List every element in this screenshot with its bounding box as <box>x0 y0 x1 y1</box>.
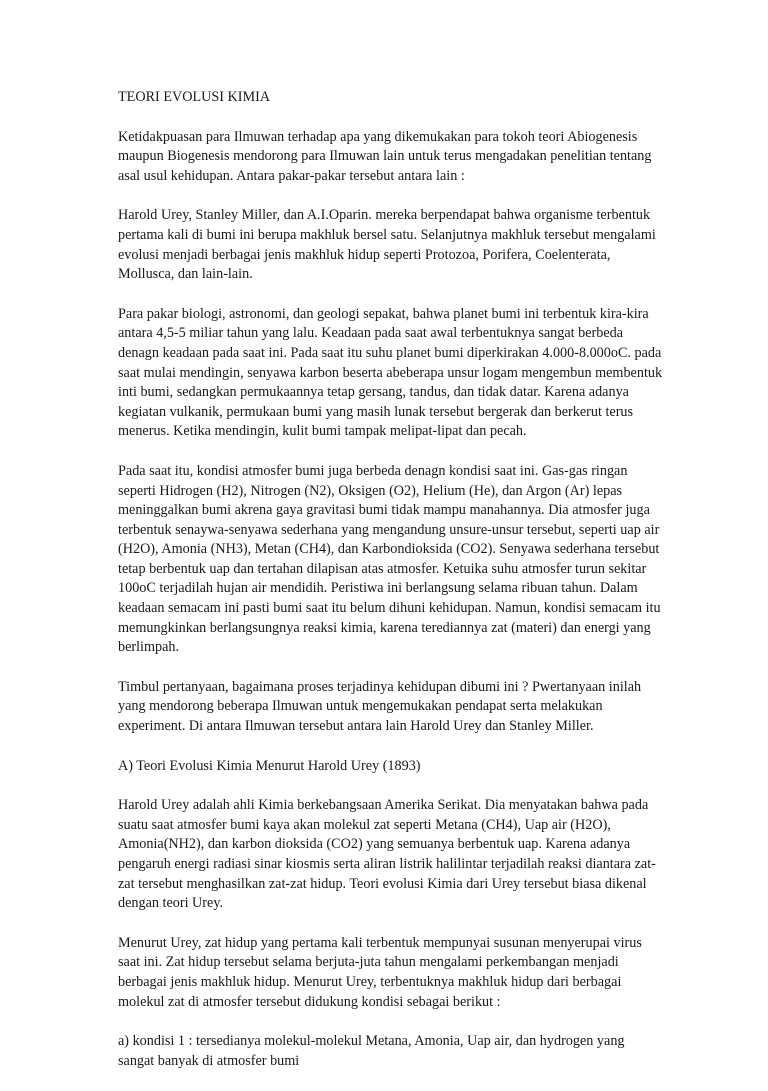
paragraph: Para pakar biologi, astronomi, dan geologi sepakat, bahwa planet bumi ini terbentuk kira-kira antara 4,5-5 miliar tahun yang lalu. Keadaan pada saat awal terbentuknya sangat berbeda denagn keadaan pada saat ini. Pada saat itu suhu planet bumi diperkirakan 4.000-8.000oC. pada saat mulai mendingin, senyawa karbon beserta abeberapa unsur logam mengembun membentuk inti bumi, sedangkan permukaannya tetap gersang, tandus, dan tidak datar. Karena adanya kegiatan vulkanik, permukaan bumi yang masih lunak tersebut bergerak dan berkerut terus menerus. Ketika mendingin, kulit bumi tampak melipat-lipat dan pecah. <box>118 305 663 440</box>
section-paragraph: Harold Urey adalah ahli Kimia berkebangsaan Amerika Serikat. Dia menyatakan bahwa pada suatu saat atmosfer bumi kaya akan molekul zat seperti Metana (CH4), Uap air (H2O), Amonia(NH2), dan karbon dioksida (CO2) yang semuanya berbentuk uap. Karena adanya pengaruh energi radiasi sinar kiosmis serta aliran listrik halilintar terjadilah reaksi diantara zat-zat tersebut menghasilkan zat-zat hidup. Teori evolusi Kimia dari Urey tersebut biasa dikenal dengan teori Urey. <box>118 797 656 912</box>
paragraph: Ketidakpuasan para Ilmuwan terhadap apa yang dikemukakan para tokoh teori Abiogenesis maupun Biogenesis mendorong para Ilmuwan lain untuk terus mengadakan penelitian tentang asal usul kehidupan. Antara pakar-pakar tersebut antara lain : <box>118 128 652 184</box>
document-title: TEORI EVOLUSI KIMIA <box>118 89 271 105</box>
paragraph: Harold Urey, Stanley Miller, dan A.I.Oparin. mereka berpendapat bahwa organisme terbentuk pertama kali di bumi ini berupa makhluk bersel satu. Selanjutnya makhluk tersebut mengalami evolusi menjadi berbagai jenis makhluk hidup seperti Protozoa, Porifera, Coelenterata, Mollusca, dan lain-lain. <box>118 207 656 283</box>
section-paragraph: a) kondisi 1 : tersedianya molekul-molekul Metana, Amonia, Uap air, dan hydrogen yang sangat banyak di atmosfer bumi <box>118 1033 625 1069</box>
paragraph: Pada saat itu, kondisi atmosfer bumi juga berbeda denagn kondisi saat ini. Gas-gas ringan seperti Hidrogen (H2), Nitrogen (N2), Oksigen (O2), Helium (He), dan Argon (Ar) lepas meninggalkan bumi akrena gaya gravitasi bumi tidak mampu manahannya. Dia atmosfer juga terbentuk senaywa-senyawa sederhana yang mengandung unsure-unsur tersebut, seperti uap air (H2O), Amonia (NH3), Metan (CH4), dan Karbondioksida (CO2). Senyawa sederhana tersebut tetap berbentuk uap dan tertahan dilapisan atas atmosfer. Ketuika suhu atmosfer turun sekitar 100oC terjadilah hujan air mendidih. Peristiwa ini berlangsung selama ribuan tahun. Dalam keadaan semacam ini pasti bumi saat itu belum dihuni kehidupan. Namun, kondisi semacam itu memungkinkan berlangsungnya reaksi kimia, karena terediannya zat (materi) dan energi yang berlimpah. <box>118 462 661 656</box>
section-paragraph: Menurut Urey, zat hidup yang pertama kali terbentuk mempunyai susunan menyerupai virus saat ini. Zat hidup tersebut selama berjuta-juta tahun mengalami perkembangan menjadi berbagai jenis makhluk hidup. Menurut Urey, terbentuknya makhluk hidup dari berbagai molekul zat di atmosfer tersebut didukung kondisi sebagai berikut : <box>118 934 642 1010</box>
section-heading: A) Teori Evolusi Kimia Menurut Harold Urey (1893) <box>118 757 421 774</box>
document-page <box>118 88 663 1091</box>
paragraph: Timbul pertanyaan, bagaimana proses terjadinya kehidupan dibumi ini ? Pwertanyaan inilah yang mendorong beberapa Ilmuwan untuk mengemukakan pendapat serta melakukan experiment. Di antara Ilmuwan tersebut antara lain Harold Urey dan Stanley Miller. <box>118 678 642 735</box>
